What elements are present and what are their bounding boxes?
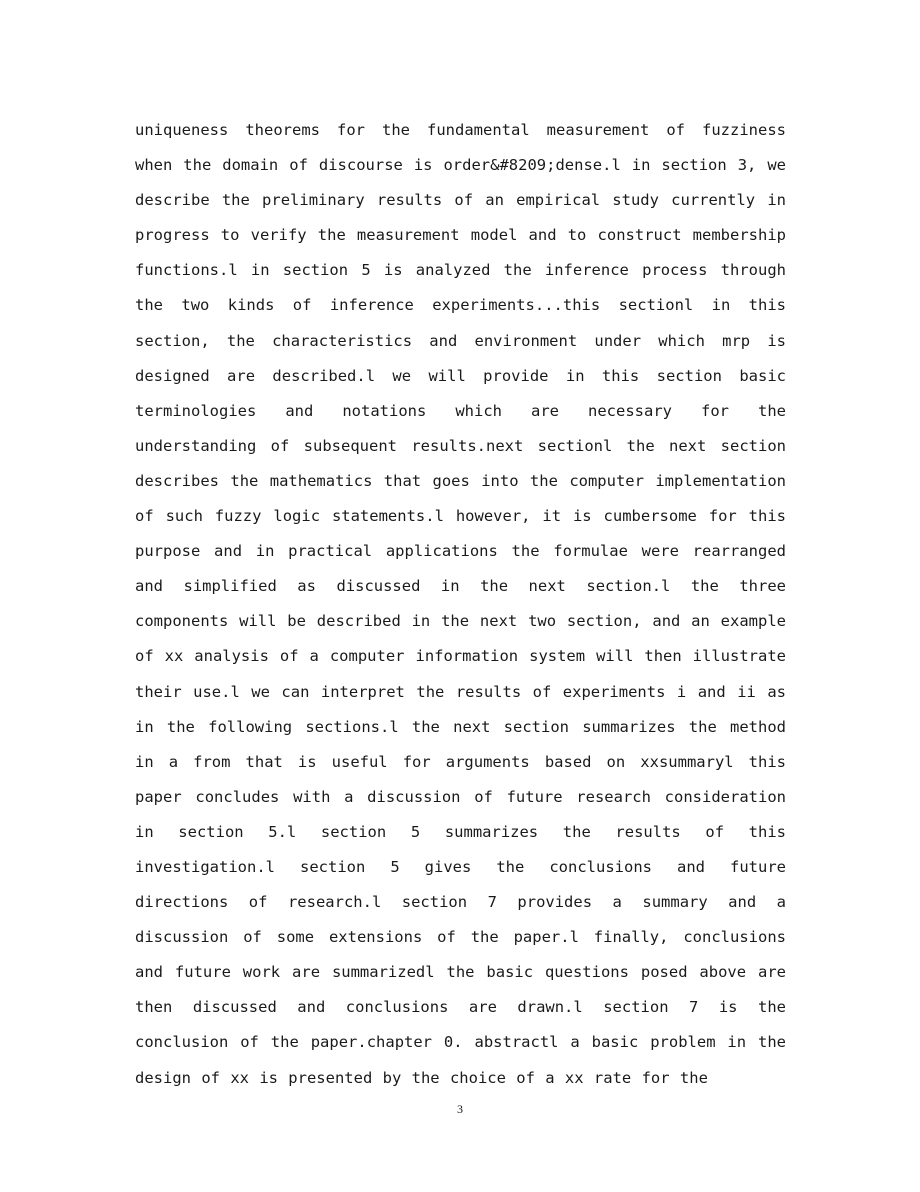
body-paragraph: uniqueness theorems for the fundamental measurement of fuzziness when the domain of discourse is order&#8209;dense.l in section 3, we describe the preliminary results of an empirical study currently in progress to verify the measurement model and to construct membership functions.l in section 5 is analyzed the inference process through the two kinds of inference experiments...this sectionl in this section, the characteristics and environment under which mrp is designed are described.l we will provide in this section basic terminologies and notations which are necessary for the understanding of subsequent results.next sectionl the next section describes the mathematics that goes into the computer implementation of such fuzzy logic statements.l however, it is cumbersome for this purpose and in practical applications the formulae were rearranged and simplified as discussed in the next section.l the three components will be described in the next two section, and an example of xx analysis of a computer information system will then illustrate their use.l we can interpret the results of experiments i and ii as in the following sections.l the next section summarizes the method in a from that is useful for arguments based on xxsummaryl this paper concludes with a discussion of future research consideration in section 5.l section 5 summarizes the results of this investigation.l section 5 gives the conclusions and future directions of research.l section 7 provides a summary and a discussion of some extensions of the paper.l finally, conclusions and future work are summarizedl the basic questions posed above are then discussed and conclusions are drawn.l section 7 is the conclusion of the paper.chapter 0. abstractl a basic problem in the design of xx is presented by the choice of a xx rate for the	[135, 121, 786, 1087]
page-number: 3	[457, 1102, 463, 1116]
